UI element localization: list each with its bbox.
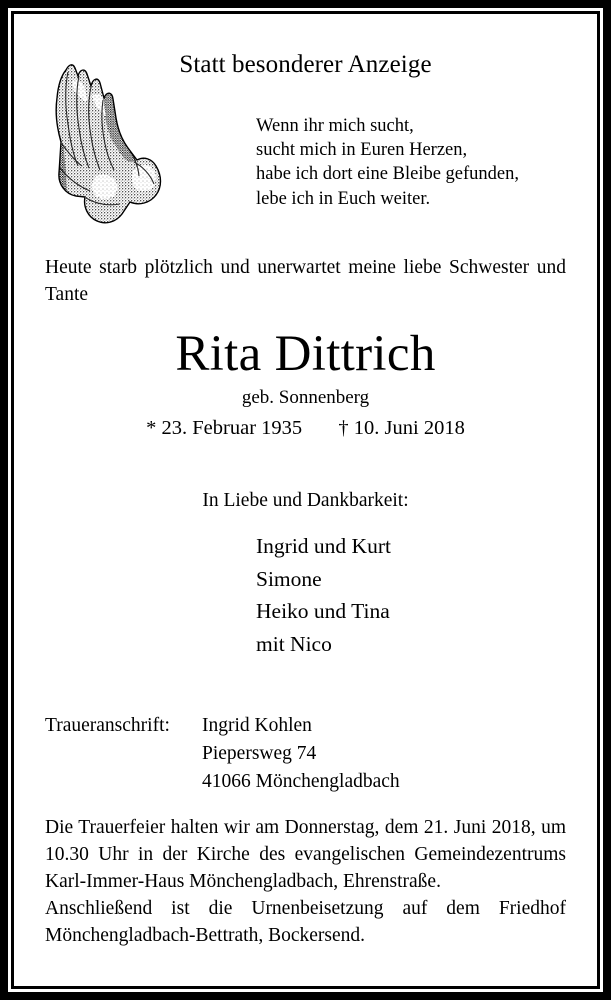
deceased-maiden-name: geb. Sonnenberg [241,387,370,408]
gratitude-line: In Liebe und Dankbarkeit: [202,490,409,511]
service-details [45,814,566,949]
praying-hands-icon [38,56,180,236]
service-ceremony-text: Die Trauerfeier halten wir am Donnerstag, dem 21. Juni 2018, um 10.30 Uhr in der Kirche des evangelischen Gemeindezentrums Karl-Immer-Haus Mönchengladbach, Ehrenstraße. [45,817,566,892]
announcement-text: Heute starb plötzlich und unerwartet meine liebe Schwester und Tante [45,257,566,305]
poem-line: sucht mich in Euren Herzen, [256,140,468,161]
deceased-block [14,326,597,442]
address-name: Ingrid Kohlen [202,715,312,736]
address-street-row [45,740,566,768]
mourning-address [45,712,566,796]
death-date: 10. Juni 2018 [353,417,465,439]
deceased-dates [14,415,597,442]
poem-line: habe ich dort eine Bleibe gefunden, [256,164,520,185]
birth-date: 23. Februar 1935 [161,417,303,439]
mourner-item: Heiko und Tina [256,599,390,623]
poem-line: lebe ich in Euch weiter. [256,188,431,209]
service-burial-text: Anschließend ist die Urnenbeisetzung auf dem Friedhof Mönchengladbach-Bettrath, Bockersend. [45,898,566,946]
memorial-poem [256,114,596,211]
address-street: Piepersweg 74 [202,743,317,764]
notice-content [14,14,597,986]
poem-line: Wenn ihr mich sucht, [256,116,414,136]
mourner-item: Simone [256,566,322,591]
address-label: Traueranschrift: [45,715,170,736]
deceased-name: Rita Dittrich [175,326,436,382]
address-city-row [45,768,566,796]
page-title: Statt besonderer Anzeige [179,51,432,78]
address-city: 41066 Mönchengladbach [202,771,400,792]
birth-symbol: * [146,417,157,439]
address-name-row [45,712,566,740]
death-symbol: † [338,417,349,439]
mourner-item: mit Nico [256,631,332,656]
mourners-list [256,530,596,660]
mourner-item: Ingrid und Kurt [256,534,391,558]
